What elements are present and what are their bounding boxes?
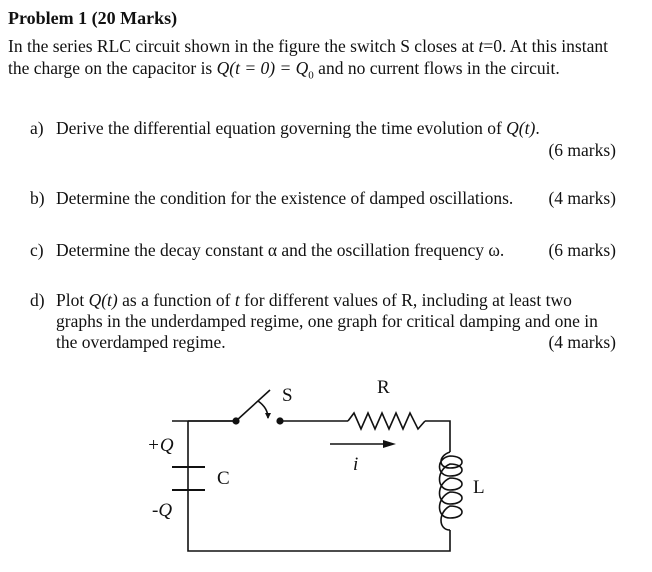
part-c-marks: (6 marks) bbox=[548, 240, 616, 260]
current-label: i bbox=[353, 454, 359, 475]
part-a-label: a) bbox=[30, 118, 44, 138]
switch-label: S bbox=[282, 385, 293, 406]
switch-arm bbox=[236, 390, 270, 421]
intro-text: and no current flows in the circuit. bbox=[313, 58, 560, 78]
part-b-text: Determine the condition for the existence of damped oscillations. bbox=[56, 188, 514, 208]
subscript: 0 bbox=[308, 69, 314, 82]
period: . bbox=[535, 118, 540, 138]
problem-title: Problem 1 (20 Marks) bbox=[8, 8, 178, 28]
part-c-text: Determine the decay constant α and the oscillation frequency ω. bbox=[56, 240, 505, 260]
plus-q-label: +Q bbox=[147, 435, 174, 456]
part-d-line-2: graphs in the underdamped regime, one graph for critical damping and one in bbox=[56, 311, 598, 331]
switch-contact-right bbox=[277, 418, 283, 424]
wire bbox=[172, 421, 450, 551]
part-a-marks: (6 marks) bbox=[548, 140, 616, 160]
part-a-body: Derive the differential equation governing the time evolution of bbox=[56, 118, 507, 138]
var-t: t bbox=[478, 36, 484, 56]
var-qt: Q(t) bbox=[506, 118, 536, 138]
resistor-zigzag bbox=[348, 413, 425, 429]
resistor-label: R bbox=[377, 377, 390, 398]
minus-q-label: -Q bbox=[152, 500, 173, 521]
initial-condition-eq: Q(t = 0) = Q bbox=[216, 58, 309, 78]
current-arrowhead bbox=[383, 440, 396, 448]
part-d-label: d) bbox=[30, 290, 45, 310]
capacitor-label: C bbox=[217, 468, 230, 489]
intro-text: In the series RLC circuit shown in the figure the switch S closes at bbox=[8, 36, 479, 56]
part-b-label: b) bbox=[30, 188, 45, 208]
text: as a function of bbox=[117, 290, 235, 310]
inductor-label: L bbox=[473, 477, 485, 498]
part-d-marks: (4 marks) bbox=[548, 332, 616, 352]
intro-text: the charge on the capacitor is bbox=[8, 58, 217, 78]
intro-text: =0. At this instant bbox=[483, 36, 608, 56]
part-c-label: c) bbox=[30, 240, 44, 260]
var-qt: Q(t) bbox=[88, 290, 118, 310]
inductor-coil bbox=[440, 452, 463, 530]
part-b-marks: (4 marks) bbox=[548, 188, 616, 208]
part-d-line-3: the overdamped regime. bbox=[56, 332, 226, 352]
text: for different values of R, including at least two bbox=[239, 290, 572, 310]
text: Plot bbox=[56, 290, 89, 310]
var-t: t bbox=[234, 290, 240, 310]
